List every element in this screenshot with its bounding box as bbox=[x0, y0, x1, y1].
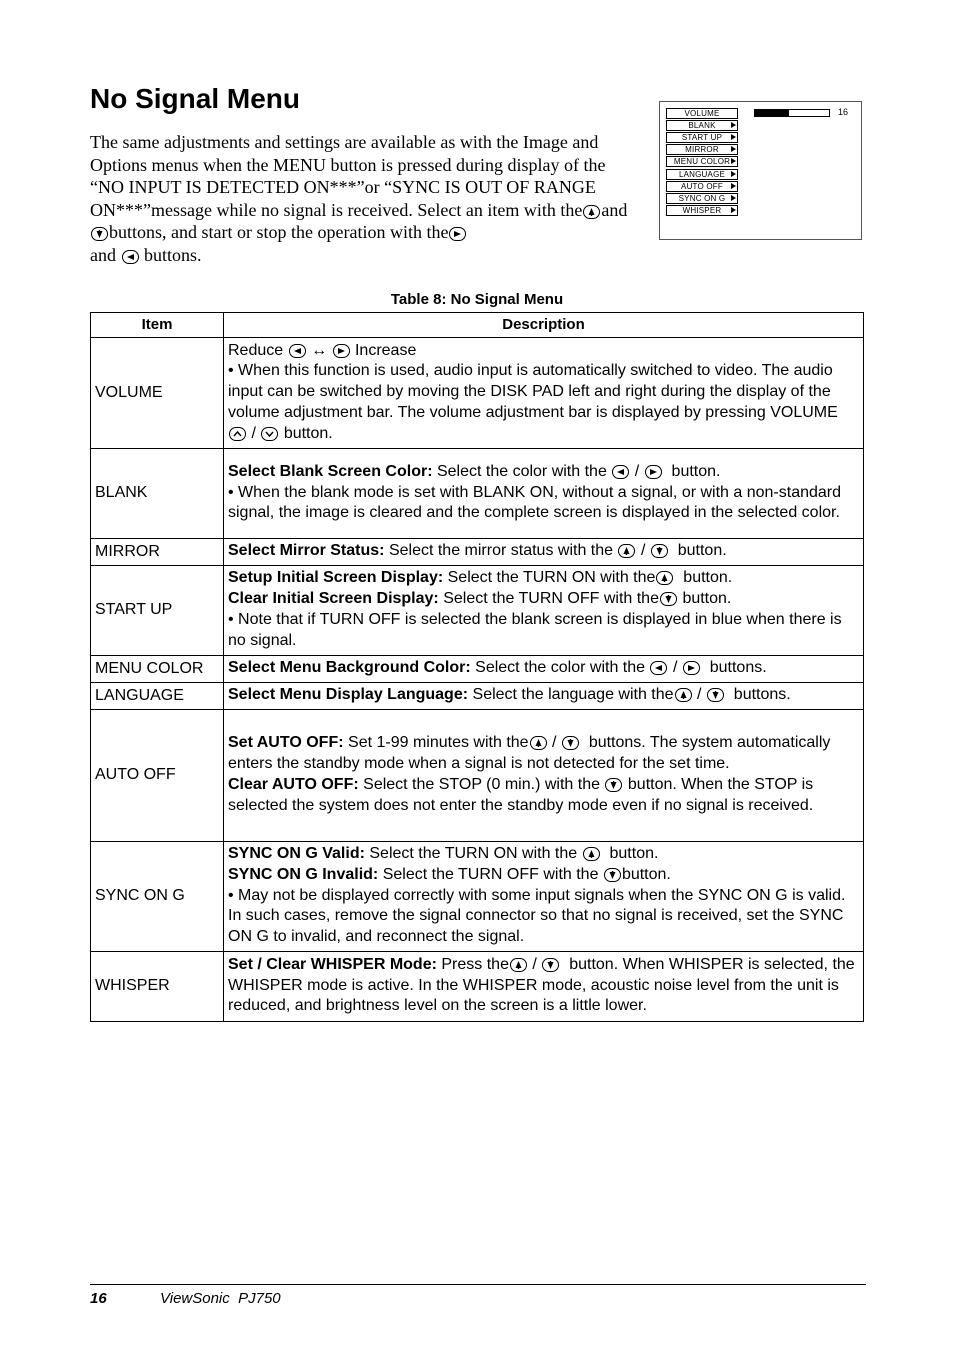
left-button-icon bbox=[289, 344, 306, 358]
description-cell bbox=[224, 338, 864, 449]
mirror-label: Select Mirror Status: bbox=[228, 542, 385, 560]
osd-arrow-icon bbox=[731, 195, 736, 201]
start-up-text-1: Select the TURN ON with the bbox=[447, 569, 656, 587]
mirror-end: button. bbox=[677, 542, 727, 560]
item-cell: MENU COLOR bbox=[91, 656, 224, 683]
header-description: Description bbox=[224, 313, 864, 338]
right-button-icon bbox=[645, 465, 662, 479]
start-up-label-2: Clear Initial Screen Display: bbox=[228, 590, 439, 608]
whisper-text-2: button. When WHISPER is selected, the WHISPER mode is active. In the WHISPER mode, acoustic noise level from the unit is reduced, and brightness level on the screen is a little lower. bbox=[228, 955, 855, 1015]
table-row-mirror bbox=[91, 539, 864, 566]
osd-item bbox=[666, 108, 738, 119]
up-button-icon bbox=[583, 205, 600, 219]
table-row-whisper bbox=[91, 952, 864, 1022]
osd-item-label: VOLUME bbox=[684, 109, 720, 118]
item-cell: SYNC ON G bbox=[91, 842, 224, 952]
sync-label-1: SYNC ON G Valid: bbox=[228, 845, 365, 862]
whisper-label: Set / Clear WHISPER Mode: bbox=[228, 955, 437, 973]
item-cell: VOLUME bbox=[91, 338, 224, 449]
auto-off-label-1: Set AUTO OFF: bbox=[228, 734, 344, 752]
header-item: Item bbox=[91, 313, 224, 338]
footer-product: ViewSonic PJ750 bbox=[160, 1290, 281, 1307]
sync-line-1 bbox=[228, 844, 859, 865]
osd-arrow-icon bbox=[731, 134, 736, 140]
volume-text: • When this function is used, audio input is automatically switched to video. The audio input can be switched by moving the DISK PAD left and right during the display of the volume adjustment bar. The volume adjustment bar is displayed by pressing VOLUME bbox=[228, 362, 838, 421]
up-button-icon bbox=[618, 544, 635, 558]
description-cell bbox=[224, 952, 864, 1022]
language-end: buttons. bbox=[733, 686, 791, 704]
osd-item bbox=[666, 205, 738, 216]
menu-color-label: Select Menu Background Color: bbox=[228, 659, 471, 677]
osd-item-label: MENU COLOR bbox=[673, 157, 731, 167]
down-button-icon bbox=[562, 736, 579, 750]
osd-item bbox=[666, 132, 738, 143]
up-button-icon bbox=[510, 958, 527, 972]
menu-color-end: buttons. bbox=[709, 659, 767, 677]
osd-item bbox=[666, 144, 738, 155]
table-row-volume bbox=[91, 338, 864, 449]
sync-end-1: button. bbox=[609, 845, 659, 862]
osd-arrow-icon bbox=[731, 183, 736, 189]
osd-item bbox=[666, 120, 738, 131]
description-cell bbox=[224, 539, 864, 566]
separator: / bbox=[697, 686, 702, 704]
menu-color-text: Select the color with the bbox=[475, 659, 646, 677]
up-button-icon bbox=[656, 571, 673, 585]
item-cell: LANGUAGE bbox=[91, 683, 224, 710]
osd-arrow-icon bbox=[731, 207, 736, 213]
language-label: Select Menu Display Language: bbox=[228, 686, 469, 704]
table-row-language bbox=[91, 683, 864, 710]
up-button-icon bbox=[530, 736, 547, 750]
left-button-icon bbox=[650, 661, 667, 675]
description-cell bbox=[224, 710, 864, 842]
osd-arrow-icon bbox=[731, 158, 736, 164]
separator: / bbox=[552, 734, 557, 752]
osd-item bbox=[666, 193, 738, 204]
separator: / bbox=[251, 424, 256, 442]
volume-end: button. bbox=[283, 424, 333, 442]
blank-label: Select Blank Screen Color: bbox=[228, 462, 433, 480]
start-up-text-3: • Note that if TURN OFF is selected the blank screen is displayed in blue when there is no signal. bbox=[228, 611, 842, 649]
osd-item-label: MIRROR bbox=[685, 145, 719, 155]
left-right-arrow-icon: ↔ bbox=[311, 341, 328, 359]
start-up-label-1: Setup Initial Screen Display: bbox=[228, 569, 444, 587]
footer-page-number: 16 bbox=[90, 1290, 107, 1307]
table-row-auto-off bbox=[91, 710, 864, 842]
auto-off-block-1 bbox=[228, 733, 859, 775]
item-cell: AUTO OFF bbox=[91, 710, 224, 842]
auto-off-text-1: Set 1-99 minutes with the bbox=[348, 734, 529, 752]
osd-item bbox=[666, 169, 738, 180]
start-up-line-2 bbox=[228, 589, 859, 610]
down-button-icon bbox=[605, 778, 622, 792]
blank-line-1 bbox=[228, 462, 859, 483]
description-cell bbox=[224, 449, 864, 539]
no-signal-menu-table bbox=[90, 312, 864, 1022]
sync-line-2 bbox=[228, 865, 859, 886]
description-cell bbox=[224, 656, 864, 683]
left-button-icon bbox=[122, 250, 139, 264]
start-up-end-2: button. bbox=[682, 590, 732, 608]
right-button-icon bbox=[683, 661, 700, 675]
auto-off-text-2: buttons. The system automatically enters the standby mode when a signal is not detected for the set time. bbox=[228, 734, 831, 773]
volume-reduce-increase bbox=[228, 341, 859, 362]
osd-item-label: LANGUAGE bbox=[678, 169, 726, 179]
down-button-icon bbox=[91, 227, 108, 241]
whisper-text-1: Press the bbox=[441, 955, 509, 973]
osd-volume-value: 16 bbox=[838, 107, 849, 117]
table-caption: Table 8: No Signal Menu bbox=[390, 291, 564, 308]
volume-down-button-icon bbox=[261, 427, 278, 441]
blank-text-1: Select the color with the bbox=[436, 462, 607, 480]
item-cell: BLANK bbox=[91, 449, 224, 539]
item-cell: WHISPER bbox=[91, 952, 224, 1022]
sync-label-2: SYNC ON G Invalid: bbox=[228, 865, 379, 883]
down-button-icon bbox=[651, 544, 668, 558]
down-button-icon bbox=[707, 688, 724, 702]
increase-label: Increase bbox=[354, 341, 417, 359]
description-cell bbox=[224, 683, 864, 710]
down-button-icon bbox=[542, 958, 559, 972]
item-cell: MIRROR bbox=[91, 539, 224, 566]
intro-paragraph bbox=[90, 131, 638, 267]
start-up-end-1: button. bbox=[683, 569, 733, 587]
osd-volume-bar bbox=[754, 109, 830, 117]
page-title: No Signal Menu bbox=[90, 83, 300, 114]
separator: / bbox=[672, 659, 678, 677]
intro-text-5: buttons. bbox=[144, 244, 202, 265]
item-cell: START UP bbox=[91, 566, 224, 656]
osd-item bbox=[666, 181, 738, 192]
osd-item-label: BLANK bbox=[688, 121, 716, 131]
right-button-icon bbox=[333, 344, 350, 358]
down-button-icon bbox=[660, 592, 677, 606]
osd-item-label: AUTO OFF bbox=[681, 181, 723, 191]
osd-item-label: SYNC ON G bbox=[678, 193, 726, 203]
up-button-icon bbox=[583, 847, 600, 861]
osd-arrow-icon bbox=[731, 171, 736, 177]
osd-item-label: START UP bbox=[681, 133, 723, 143]
auto-off-label-2: Clear AUTO OFF: bbox=[228, 776, 359, 793]
right-button-icon bbox=[449, 227, 466, 241]
blank-text-2: • When the blank mode is set with BLANK ON, without a signal, or with a non-standard signal, the image is cleared and the complete screen is displayed in the selected color. bbox=[228, 483, 842, 522]
intro-text-3: buttons, and start or stop the operation with the bbox=[109, 222, 449, 243]
reduce-label: Reduce bbox=[228, 341, 284, 359]
table-row-blank bbox=[91, 449, 864, 539]
start-up-text-2: Select the TURN OFF with the bbox=[443, 590, 659, 608]
blank-end: button. bbox=[671, 462, 721, 480]
separator: / bbox=[532, 955, 537, 973]
osd-item bbox=[666, 156, 738, 167]
osd-item-label: WHISPER bbox=[682, 205, 722, 215]
auto-off-text-3: Select the STOP (0 min.) with the bbox=[363, 776, 600, 793]
start-up-line-1 bbox=[228, 568, 859, 589]
osd-arrow-icon bbox=[731, 122, 736, 128]
sync-text-2: Select the TURN OFF with the bbox=[382, 865, 599, 883]
osd-menu-screenshot bbox=[659, 101, 862, 240]
footer-rule bbox=[90, 1284, 866, 1285]
auto-off-text-4: button. When the STOP is selected the system does not enter the standby mode even if no signal is received. bbox=[228, 776, 814, 814]
mirror-text: Select the mirror status with the bbox=[388, 542, 614, 560]
table-row-menu-color bbox=[91, 656, 864, 683]
intro-text-2: and bbox=[601, 199, 628, 220]
language-text: Select the language with the bbox=[472, 686, 674, 704]
intro-text-1: The same adjustments and settings are available as with the Image and Options menus when the MENU button is pressed during display of the “NO INPUT IS DETECTED ON***”or “SYNC IS OUT OF RANGE ON***”message while no signal is received. Select an item with the bbox=[90, 132, 606, 220]
volume-up-button-icon bbox=[229, 427, 246, 441]
left-button-icon bbox=[612, 465, 629, 479]
osd-volume-fill bbox=[755, 110, 789, 116]
up-button-icon bbox=[675, 688, 692, 702]
description-cell bbox=[224, 842, 864, 952]
separator: / bbox=[640, 542, 646, 560]
description-cell bbox=[224, 566, 864, 656]
table-row-start-up bbox=[91, 566, 864, 656]
sync-text-1: Select the TURN ON with the bbox=[369, 845, 578, 862]
table-header-row bbox=[91, 313, 864, 338]
osd-arrow-icon bbox=[731, 146, 736, 152]
intro-text-4: and bbox=[90, 244, 116, 265]
table-row-sync-on-g bbox=[91, 842, 864, 952]
down-button-icon bbox=[604, 868, 621, 882]
sync-end-2: button. bbox=[621, 865, 671, 883]
sync-text-3: • May not be displayed correctly with some input signals when the SYNC ON G is valid. In such cases, remove the signal connector so that no signal is received, set the SYNC ON G to invalid, and reconnect the signal. bbox=[228, 886, 846, 946]
separator: / bbox=[634, 462, 640, 480]
